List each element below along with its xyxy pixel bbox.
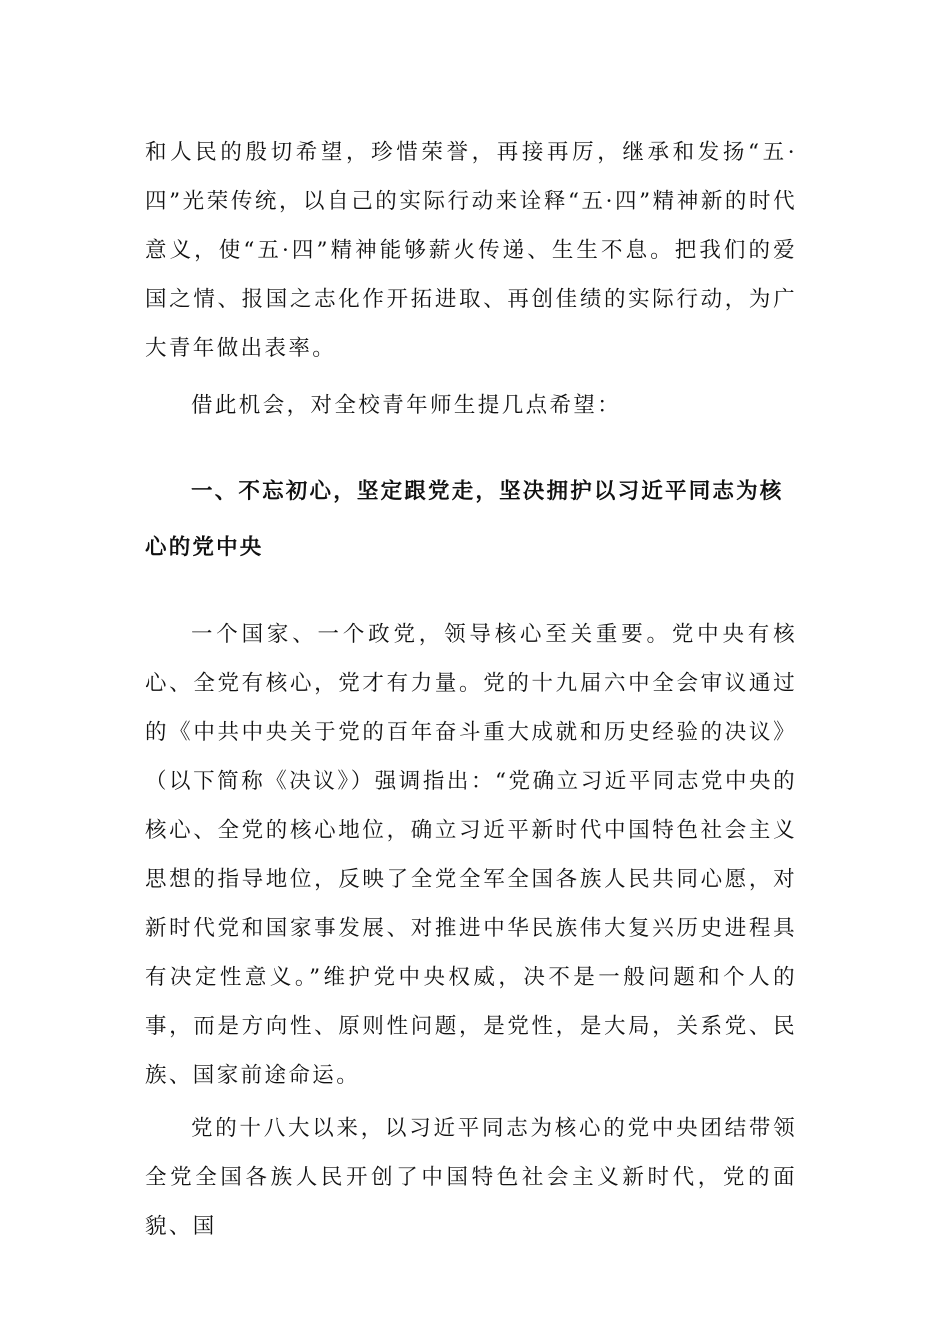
paragraph-continuation: 和人民的殷切希望，珍惜荣誉，再接再厉，继承和发扬“五·四”光荣传统，以自己的实际行动来诠释“五·四”精神新的时代意义，使“五·四”精神能够薪火传递、生生不息。把我们的爱国之情、报国之志化作开拓进取、再创佳绩的实际行动，为广大青年做出表率。 [145, 140, 797, 361]
paragraph-leadership-core: 一个国家、一个政党，领导核心至关重要。党中央有核心、全党有核心，党才有力量。党的十九届六中全会审议通过的《中共中央关于党的百年奋斗重大成就和历史经验的决议》（以下简称《决议》）强调指出：“党确立习近平同志党中央的核心、全党的核心地位，确立习近平新时代中国特色社会主义思想的指导地位，反映了全党全军全国各族人民共同心愿，对新时代党和国家事发展、对推进中华民族伟大复兴历史进程具有决定性意义。”维护党中央权威，决不是一般问题和个人的事，而是方向性、原则性问题，是党性，是大局，关系党、民族、国家前途命运。 [145, 622, 797, 1088]
paragraph-eighteenth-congress: 党的十八大以来，以习近平同志为核心的党中央团结带领全党全国各族人民开创了中国特色社会主义新时代，党的面貌、国 [145, 1116, 797, 1239]
section-heading-1: 一、不忘初心，坚定跟党走，坚决拥护以习近平同志为核心的党中央 [145, 479, 784, 560]
paragraph-hopes-intro: 借此机会，对全校青年师生提几点希望： [191, 393, 622, 418]
document-body [145, 128, 797, 1251]
